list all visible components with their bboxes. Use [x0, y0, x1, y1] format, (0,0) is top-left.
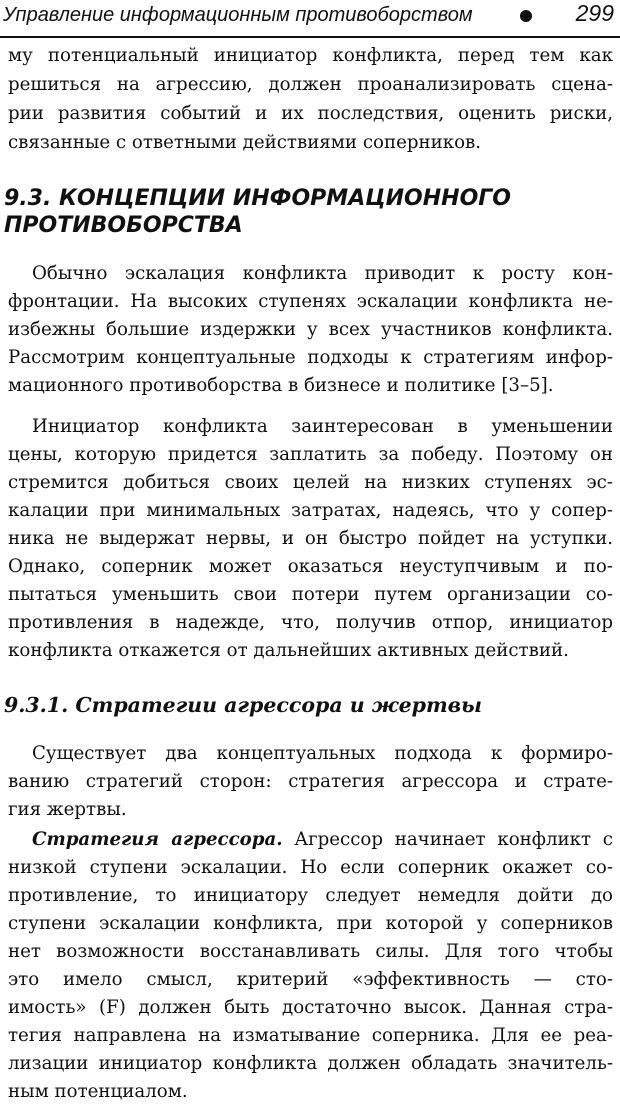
text-line: противление, то инициатору следует немедля дойти до: [8, 885, 613, 906]
running-head-title: Управление информационным противоборством: [3, 4, 473, 26]
text-line: ным потенциалом.: [8, 1081, 188, 1102]
aggressor-text: Агрессор начинает конфликт с: [282, 829, 613, 850]
text-line: калации при минимальных затратах, надеясь, что у сопер-: [8, 500, 613, 521]
text-line: избежны большие издержки у всех участников конфликта.: [8, 319, 613, 340]
text-line: мационного противоборства в бизнесе и политике [3–5].: [8, 375, 554, 396]
text-line: му потенциальный инициатор конфликта, перед тем как: [8, 45, 613, 66]
text-line: Рассмотрим концептуальные подходы к стратегиям инфор-: [8, 347, 613, 368]
aggressor-term: Стратегия агрессора.: [32, 829, 283, 850]
text-line: ванию стратегий сторон: стратегия агрессора и страте-: [8, 771, 613, 792]
text-line: нет возможности восстанавливать силы. Для того чтобы: [8, 941, 613, 962]
text-line: Существует два концептуальных подхода к формиро-: [32, 743, 613, 764]
bullet-icon: [520, 10, 532, 22]
text-line: противления в надежде, что, получив отпор, инициатор: [8, 612, 613, 633]
page-number: 299: [575, 0, 614, 26]
text-line: конфликта откажется от дальнейших активных действий.: [8, 640, 569, 661]
text-line: [32, 828, 613, 852]
section-heading: ПРОТИВОБОРСТВА: [4, 213, 243, 238]
text-line: цены, которую придется заплатить за победу. Поэтому он: [8, 444, 613, 465]
text-line: стремится добиться своих целей на низких ступенях эс-: [8, 472, 613, 493]
text-line: Однако, соперник может оказаться неуступчивым и по-: [8, 556, 613, 577]
text-line: рии развития событий и их последствия, оценить риски,: [8, 103, 613, 124]
text-line: Обычно эскалация конфликта приводит к росту кон-: [32, 263, 613, 284]
text-line: лизации инициатор конфликта должен обладать значитель-: [8, 1053, 613, 1074]
text-line: связанные с ответными действиями соперников.: [8, 132, 482, 153]
text-line: гия жертвы.: [8, 799, 127, 820]
section-heading: 9.3. КОНЦЕПЦИИ ИНФОРМАЦИОННОГО: [4, 186, 511, 211]
running-head: [0, 0, 620, 38]
text-line: пытаться уменьшить свои потери путем организации со-: [8, 584, 613, 605]
text-line: ника не выдержат нервы, и он быстро пойдет на уступки.: [8, 528, 613, 549]
subsection-heading: 9.3.1. Стратегии агрессора и жертвы: [4, 693, 482, 717]
text-line: ступени эскалации конфликта, при которой у соперников: [8, 913, 613, 934]
text-line: имость» (F) должен быть достаточно высок. Данная стра-: [8, 997, 613, 1018]
text-line: решиться на агрессию, должен проанализировать сцена-: [8, 74, 613, 95]
text-line: низкой ступени эскалации. Но если соперник окажет со-: [8, 857, 613, 878]
text-line: тегия направлена на изматывание соперника. Для ее реа-: [8, 1025, 613, 1046]
text-line: фронтации. На высоких ступенях эскалации конфликта не-: [8, 291, 613, 312]
text-line: это имело смысл, критерий «эффективность — сто-: [8, 969, 613, 990]
text-line: Инициатор конфликта заинтересован в уменьшении: [32, 416, 613, 437]
